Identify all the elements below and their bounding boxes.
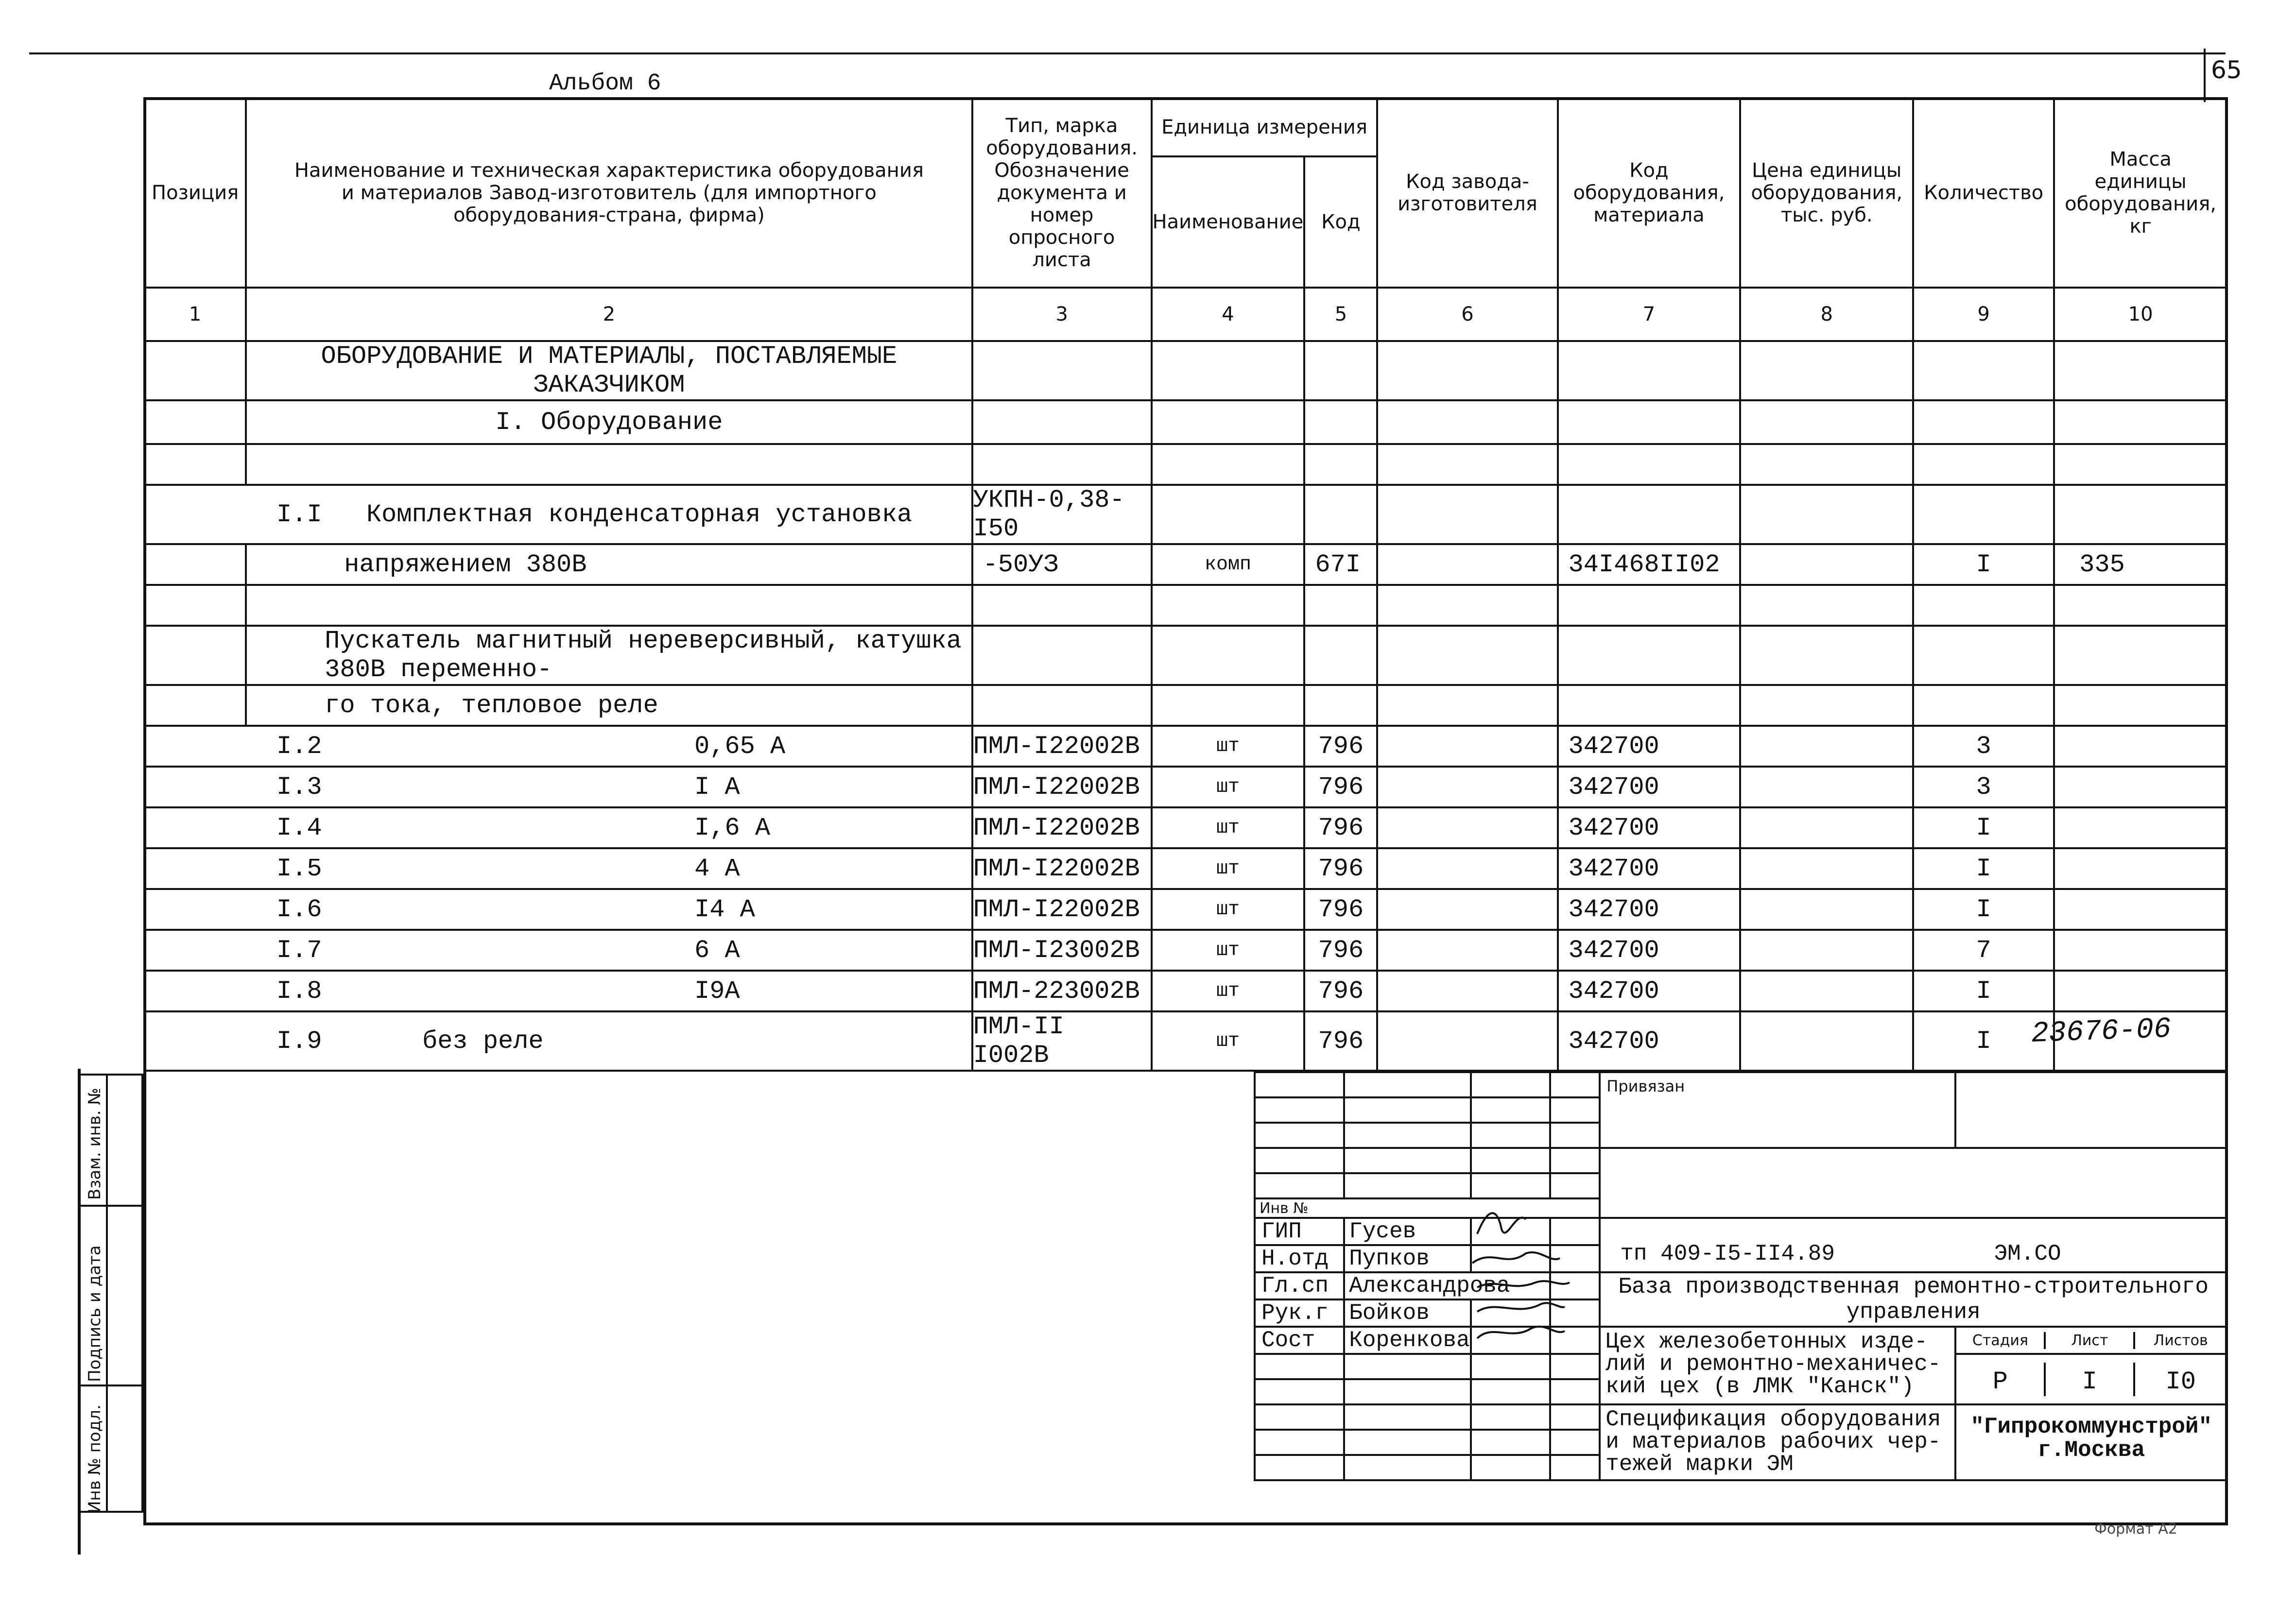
table-row [144, 685, 2227, 726]
table-row [144, 1011, 2227, 1071]
privyazan-label: Привязан [1600, 1072, 1955, 1148]
row-type: ПМЛ-I22002В [972, 889, 1152, 930]
table-row [144, 544, 2227, 585]
spec-title-line: тежей марки ЭМ [1605, 1452, 1794, 1477]
item-1-1-mass: 335 [2054, 544, 2227, 585]
row-name: без реле [422, 1026, 544, 1056]
starter-description-line1: Пускатель магнитный нереверсивный, катушка 380В переменно- [246, 626, 972, 685]
col-header-manufacturer-code: Код завода-изготовителя [1377, 98, 1557, 288]
row-name: 0,65 А [694, 732, 786, 761]
table-row [144, 971, 2227, 1011]
item-1-1-equipment-code: 34I468II02 [1558, 544, 1741, 585]
handwritten-number: 23676-06 [2030, 1012, 2172, 1051]
album-title: Альбом 6 [549, 70, 661, 97]
col-header-equipment-code: Код оборудования, материала [1558, 98, 1741, 288]
side-label-replacement: Взам. инв. № [85, 1088, 104, 1200]
table-row [144, 807, 2227, 848]
signature-4 [1477, 1303, 1565, 1312]
format-label: Формат А2 [2094, 1521, 2177, 1538]
row-quantity: I [1913, 971, 2054, 1011]
row-equipment-code: 342700 [1558, 930, 1741, 971]
col-header-price: Цена единицы оборудования, тыс. руб. [1740, 98, 1913, 288]
sheets-value: I0 [2165, 1367, 2196, 1396]
col-number: 4 [1152, 288, 1305, 341]
role-label: Н.отд [1255, 1245, 1344, 1272]
doc-code: тп 409-I5-II4.89 [1620, 1241, 1835, 1266]
row-unit-code: 796 [1304, 971, 1377, 1011]
col-header-quantity: Количество [1913, 98, 2054, 288]
col-header-unit-name: Наименование [1152, 156, 1305, 288]
row-equipment-code: 342700 [1558, 848, 1741, 889]
row-quantity: I [1913, 1011, 2054, 1071]
inv-no-label: Инв № [1255, 1198, 1600, 1218]
row-type: ПМЛ-I22002В [972, 726, 1152, 767]
table-row [144, 726, 2227, 767]
row-type: ПМЛ-II I002В [972, 1011, 1152, 1071]
sheet-value: I [2046, 1363, 2135, 1396]
row-equipment-code: 342700 [1558, 971, 1741, 1011]
col-number: 7 [1558, 288, 1741, 341]
item-1-1-unit: комп [1152, 544, 1305, 585]
col-number: 6 [1377, 288, 1557, 341]
signature-1 [1477, 1213, 1526, 1234]
sheets-label: Листов [2153, 1332, 2208, 1349]
section-title: ОБОРУДОВАНИЕ И МАТЕРИАЛЫ, ПОСТАВЛЯЕМЫЕ ЗАКАЗЧИКОМ [246, 341, 972, 400]
row-quantity: I [1913, 807, 2054, 848]
role-label: Рук.г [1255, 1299, 1344, 1327]
sheet-label: Лист [2046, 1332, 2135, 1349]
row-equipment-code: 342700 [1558, 807, 1741, 848]
row-unit-code: 796 [1304, 930, 1377, 971]
row-type: ПМЛ-I22002В [972, 807, 1152, 848]
signature-3 [1477, 1281, 1570, 1287]
spec-title-line: Спецификация оборудования [1605, 1407, 1941, 1432]
col-header-name: Наименование и техническая характеристика оборудования и материалов Завод-изготовитель (для импортного оборудования-страна, фирма) [246, 98, 972, 288]
col-header-position: Позиция [144, 98, 246, 288]
workshop-line: лий и ремонтно-механичес- [1605, 1351, 1941, 1377]
stage-label: Стадия [1956, 1332, 2046, 1349]
row-pos: I.6 [276, 895, 322, 924]
item-1-1-name-line2: напряжением 380В [246, 544, 972, 585]
blank-row [144, 585, 2227, 626]
object-title: База производственная ремонтно-строительного управления [1600, 1272, 2227, 1327]
role-person: Бойков [1344, 1299, 1470, 1327]
row-equipment-code: 342700 [1558, 767, 1741, 807]
row-type: ПМЛ-I23002В [972, 930, 1152, 971]
row-unit-code: 796 [1304, 848, 1377, 889]
doc-mark: ЭМ.СО [1994, 1241, 2061, 1266]
row-type: ПМЛ-I22002В [972, 767, 1152, 807]
row-unit: шт [1152, 726, 1305, 767]
table-row [144, 889, 2227, 930]
row-quantity: I [1913, 889, 2054, 930]
row-pos: I.2 [276, 732, 322, 761]
col-number: 3 [972, 288, 1152, 341]
blank-row [144, 444, 2227, 485]
spec-title-line: и материалов рабочих чер- [1605, 1429, 1941, 1454]
column-number-row [144, 288, 2227, 341]
section-row [144, 341, 2227, 400]
role-person: Александрова [1344, 1272, 1550, 1299]
role-label: Сост [1255, 1327, 1344, 1354]
row-unit: шт [1152, 889, 1305, 930]
col-number: 5 [1304, 288, 1377, 341]
col-number: 10 [2054, 288, 2227, 341]
col-header-unit-code: Код [1304, 156, 1377, 288]
col-number: 2 [246, 288, 972, 341]
col-header-mass: Масса единицы оборудования, кг [2054, 98, 2227, 288]
role-label: ГИП [1255, 1218, 1344, 1245]
row-pos: I.7 [276, 936, 322, 965]
row-pos: I.3 [276, 772, 322, 802]
row-pos: I.8 [276, 976, 322, 1006]
item-1-1-unit-code: 67I [1304, 544, 1377, 585]
item-1-1-name: Комплектная конденсаторная установка [366, 500, 913, 529]
row-equipment-code: 342700 [1558, 726, 1741, 767]
row-name: 4 А [694, 854, 740, 883]
col-header-unit-group: Единица измерения [1152, 98, 1378, 156]
row-name: 6 А [694, 936, 740, 965]
row-equipment-code: 342700 [1558, 1011, 1741, 1071]
signature-5 [1477, 1327, 1565, 1338]
signature-strokes [1467, 1200, 1574, 1355]
side-label-signature: Подпись и дата [85, 1245, 104, 1382]
role-person: Пупков [1344, 1245, 1470, 1272]
title-block [1254, 1071, 2228, 1481]
header-row [144, 98, 2227, 156]
row-unit: шт [1152, 971, 1305, 1011]
row-unit-code: 796 [1304, 767, 1377, 807]
page-number-box-line [2204, 49, 2206, 102]
organization-city: г.Москва [2037, 1437, 2145, 1463]
row-name: I А [694, 772, 740, 802]
row-quantity: 3 [1913, 726, 2054, 767]
row-unit: шт [1152, 807, 1305, 848]
row-unit: шт [1152, 930, 1305, 971]
row-pos: I.5 [276, 854, 322, 883]
workshop-line: Цех железобетонных изде- [1605, 1329, 1928, 1354]
role-person: Гусев [1344, 1218, 1470, 1245]
col-number: 1 [144, 288, 246, 341]
row-quantity: 7 [1913, 930, 2054, 971]
row-unit: шт [1152, 1011, 1305, 1071]
row-name: I4 А [694, 895, 755, 924]
col-number: 9 [1913, 288, 2054, 341]
table-row [144, 930, 2227, 971]
col-number: 8 [1740, 288, 1913, 341]
specification-table [143, 97, 2228, 1072]
table-row [144, 626, 2227, 685]
row-unit-code: 796 [1304, 889, 1377, 930]
row-unit: шт [1152, 848, 1305, 889]
side-label-inventory: Инв № подл. [85, 1404, 104, 1513]
signature-2 [1472, 1252, 1560, 1263]
row-unit-code: 796 [1304, 726, 1377, 767]
role-person: Коренкова [1344, 1327, 1470, 1354]
row-unit-code: 796 [1304, 1011, 1377, 1071]
workshop-line: кий цех (в ЛМК "Канск") [1605, 1374, 1915, 1399]
table-row [144, 767, 2227, 807]
item-1-1-type-line2: -50УЗ [972, 544, 1152, 585]
organization-name: "Гипрокоммунстрой" [1970, 1414, 2212, 1439]
subsection-row [144, 400, 2227, 444]
table-row [144, 848, 2227, 889]
stage-value: Р [1956, 1363, 2046, 1396]
row-name: I,6 А [694, 813, 771, 842]
subsection-title: I. Оборудование [246, 400, 972, 444]
row-equipment-code: 342700 [1558, 889, 1741, 930]
row-unit: шт [1152, 767, 1305, 807]
row-name: I9А [694, 976, 740, 1006]
item-1-1-type: УКПН-0,38-I50 [972, 485, 1152, 544]
row-quantity: I [1913, 848, 2054, 889]
starter-description-line2: го тока, тепловое реле [246, 685, 972, 726]
row-pos: I.4 [276, 813, 322, 842]
top-border-line [29, 52, 2226, 54]
table-row [144, 485, 2227, 544]
item-1-1-pos: I.I [276, 500, 322, 529]
col-header-type: Тип, марка оборудования. Обозначение документа и номер опросного листа [972, 98, 1152, 288]
item-1-1-quantity: I [1913, 544, 2054, 585]
row-quantity: 3 [1913, 767, 2054, 807]
role-label: Гл.сп [1255, 1272, 1344, 1299]
row-unit-code: 796 [1304, 807, 1377, 848]
row-pos: I.9 [276, 1026, 322, 1056]
row-type: ПМЛ-223002В [972, 971, 1152, 1011]
row-type: ПМЛ-I22002В [972, 848, 1152, 889]
page-number: 65 [2211, 56, 2242, 84]
item-1-1-line1 [144, 485, 972, 544]
